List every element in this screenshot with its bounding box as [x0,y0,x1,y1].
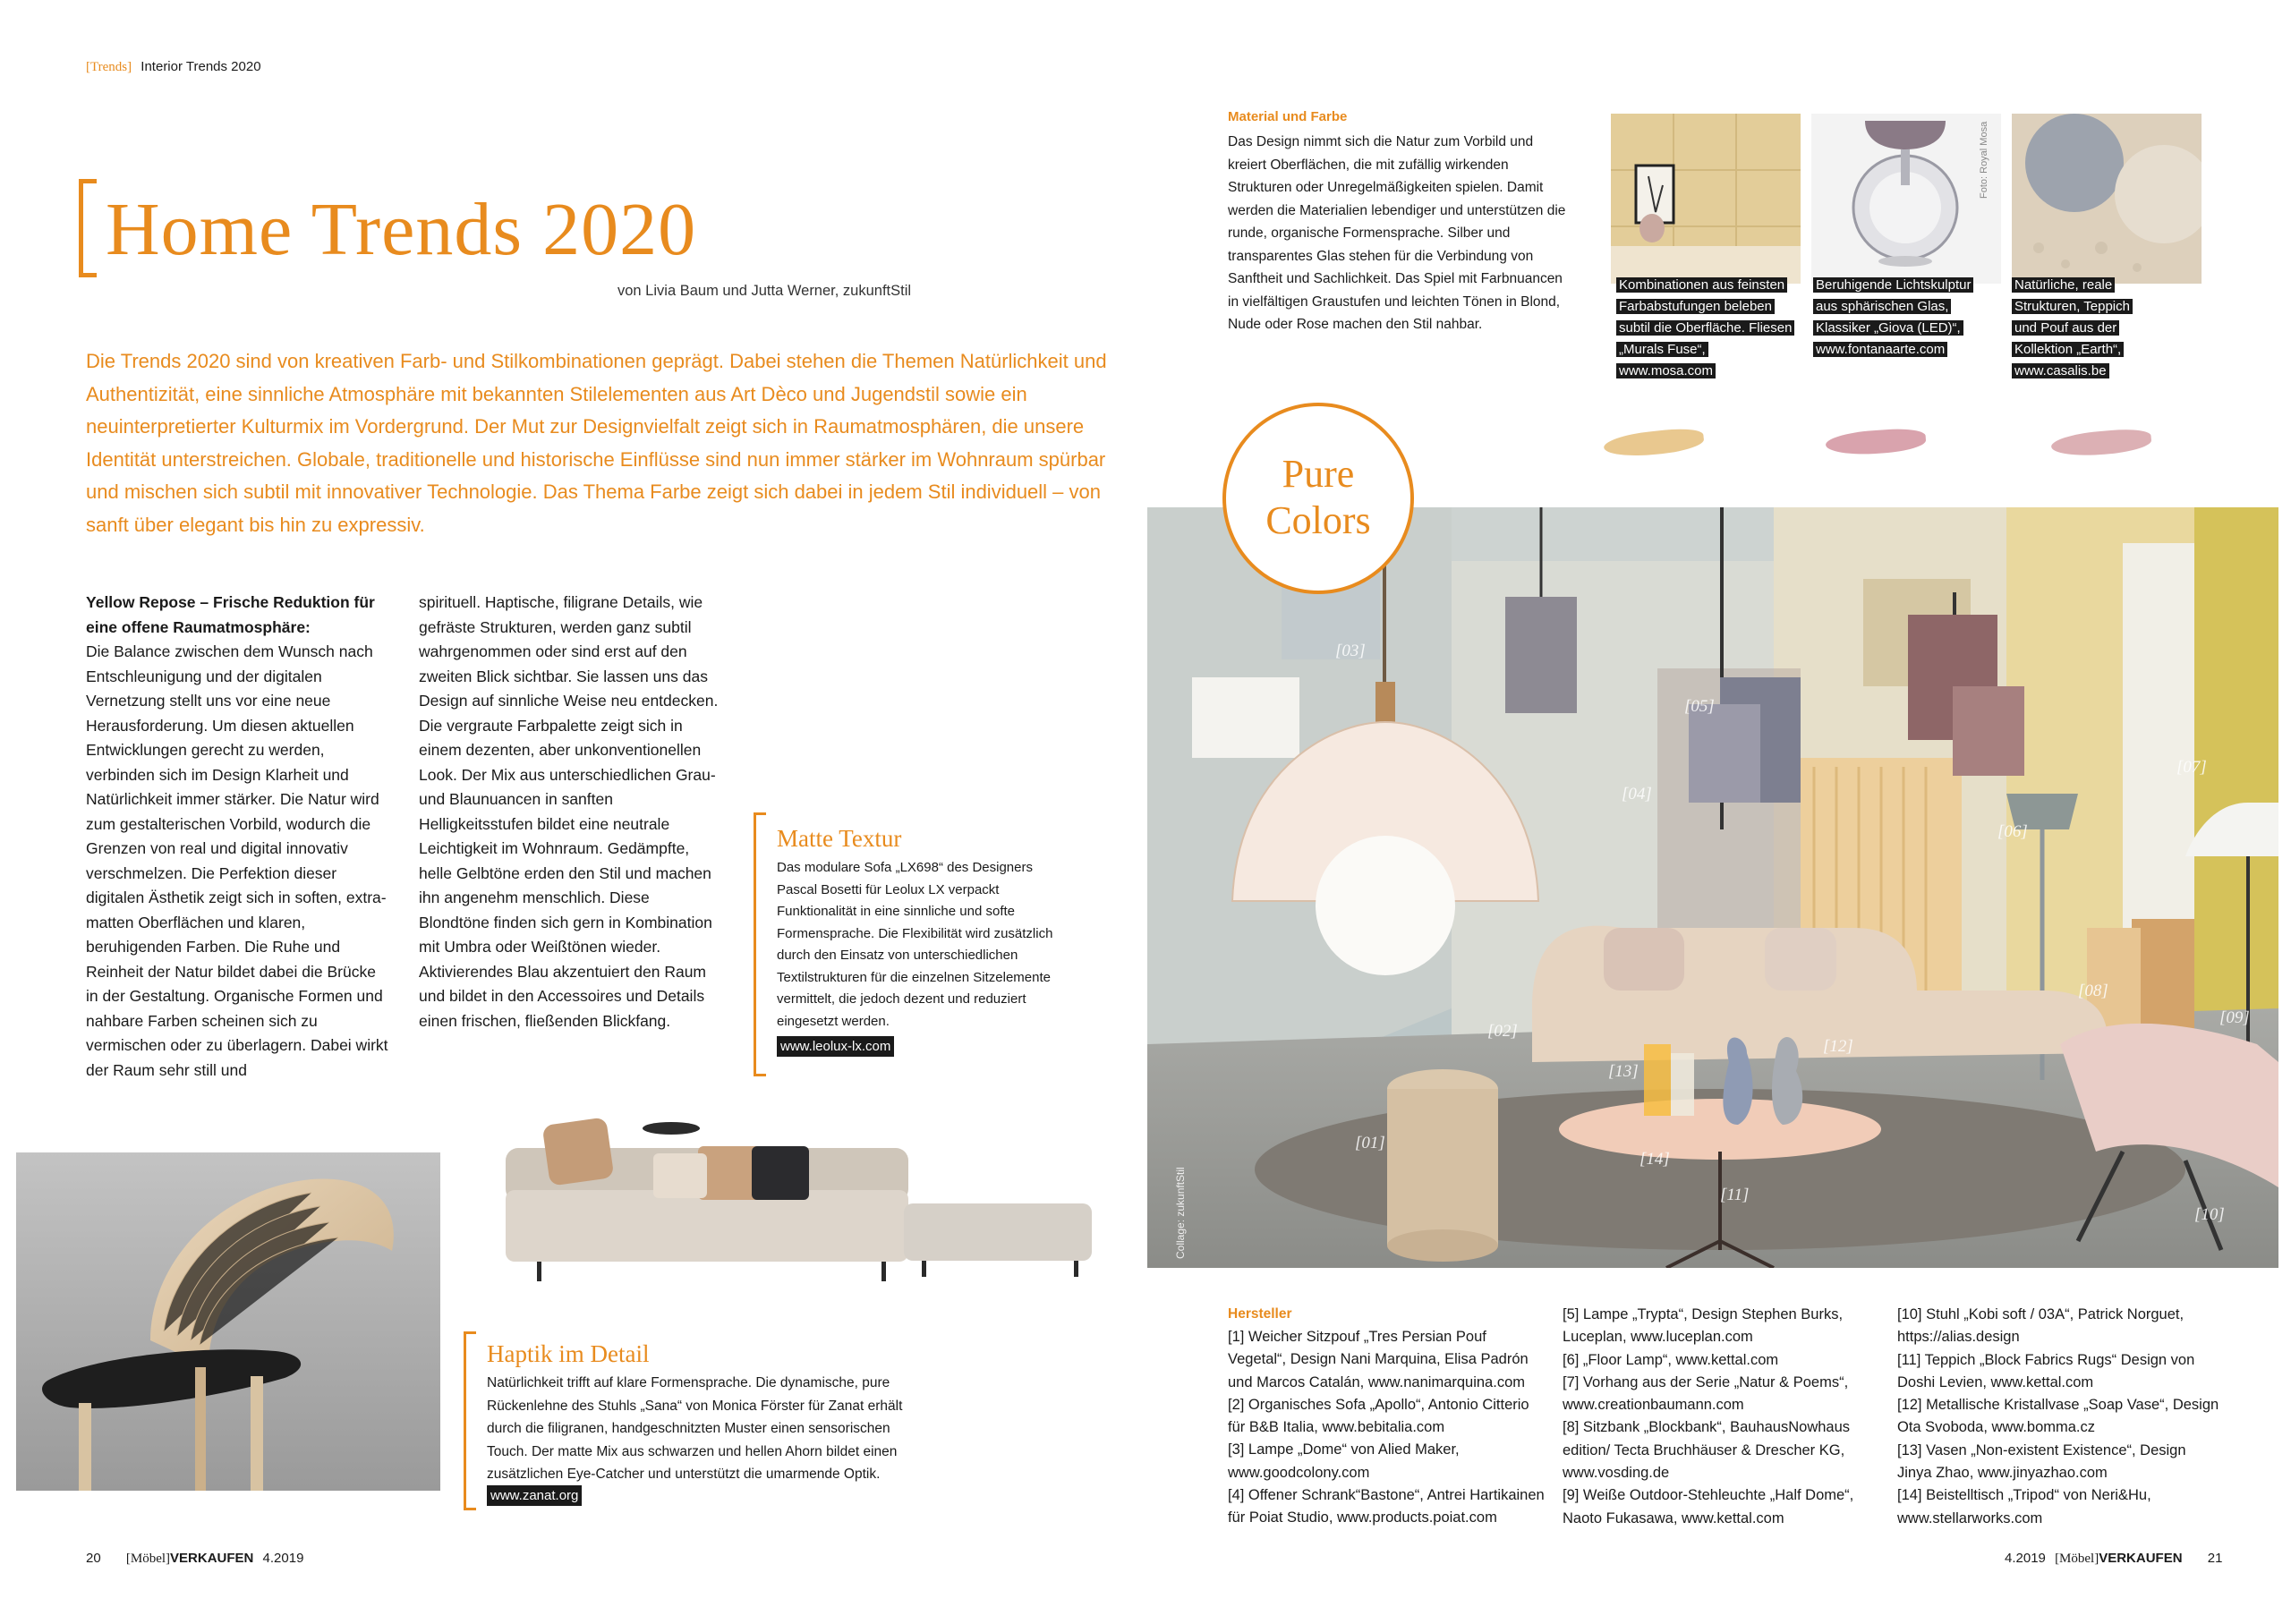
globe-lamp-illustration [1811,114,2001,284]
caption-tiles-text: Kombinationen aus feinsten Farbabstufungen beleben subtil die Oberfläche. Fliesen „Murals Fuse“, www.mosa.com [1616,277,1794,378]
credit-item: [2] Organisches Sofa „Apollo“, Antonio Citterio für B&B Italia, www.bebitalia.com [1228,1396,1529,1436]
badge-line-1: Pure [1282,452,1355,496]
haptik-bracket [464,1331,476,1510]
credits-col-1 [1228,1326,1546,1530]
footer-right [2005,1551,2222,1567]
credits-col-3 [1897,1304,2219,1530]
caption-tiles [1616,275,1800,382]
caption-lamp [1813,275,1992,361]
room-label-13: [13] [1608,1062,1639,1081]
badge-line-2: Colors [1265,498,1371,542]
pouf-illustration [2012,114,2202,284]
sofa-photo [483,1105,1128,1293]
pure-colors-badge [1222,403,1414,594]
brand-right-a: [Möbel] [2055,1552,2099,1566]
room-label-12: [12] [1823,1037,1853,1056]
lamp-photo-credit: Foto: Royal Mosa [1979,121,1989,199]
credit-item: [7] Vorhang aus der Serie „Natur & Poems“, www.creationbaumann.com [1563,1373,1849,1414]
haptik-title: Haptik im Detail [487,1340,650,1367]
credit-item: [6] „Floor Lamp“, www.kettal.com [1563,1351,1779,1368]
credit-item: [1] Weicher Sitzpouf „Tres Persian Pouf Vegetal“, Design Nani Marquina, Elisa Padrón und Marcos Catalán, www.nanimarquina.com [1228,1329,1529,1390]
room-label-10: [10] [2194,1205,2225,1224]
credit-item: [3] Lampe „Dome“ von Alied Maker, www.goodcolony.com [1228,1441,1460,1481]
caption-pouf [2012,275,2142,382]
chair-illustration [16,1152,440,1491]
page-number-right: 21 [2207,1551,2223,1566]
byline: von Livia Baum und Jutta Werner, zukunftStil [617,283,912,299]
matte-link[interactable]: www.leolux-lx.com [777,1036,894,1057]
brush-swatch-rose [1825,427,1927,457]
matte-title: Matte Textur [777,825,902,852]
room-label-04: [04] [1622,785,1652,803]
credit-item: [8] Sitzbank „Blockbank“, BauhausNowhaus edition/ Tecta Bruchhäuser & Drescher KG, www.vosding.de [1563,1419,1851,1482]
room-illustration [1147,507,2278,1268]
room-label-14: [14] [1639,1150,1670,1169]
issue-right: 4.2019 [2005,1551,2046,1566]
credit-item: [12] Metallische Kristallvase „Soap Vase“, Design Ota Svoboda, www.bomma.cz [1897,1397,2219,1436]
page-title: Home Trends 2020 [106,188,697,271]
article-column-2: spirituell. Haptische, filigrane Details, wie gefräste Strukturen, werden ganz subtil wahrgenommen oder sind erst auf den zweiten Blick sichtbar. Sie lassen uns das Design auf sinnliche Weise neu entdecken. Die vergraute Farbpalette zeigt sich in einem dezenten, aber unkonventionellen Look. Der Mix aus unterschiedlichen Grau- und Blaunuancen in sanften Helligkeitsstufen bildet eine neutrale Leichtigkeit im Wohnraum. Gedämpfte, helle Gelbtöne erden den Stil und machen ihn angenehm menschlich. Diese Blondtöne finden sich gern in Kombination mit Umbra oder Weißtönen wieder. Aktivierendes Blau akzentuiert den Raum und bildet in den Accessoires und Details einen frischen, fließenden Blickfang. [419,593,719,1030]
brush-swatch-yellow [1603,426,1705,460]
credit-item: [4] Offener Schrank“Bastone“, Antrei Hartikainen für Poiat Studio, www.products.poiat.com [1228,1487,1545,1526]
material-label: Material und Farbe [1228,109,1348,124]
header-section-title: Interior Trends 2020 [141,59,261,74]
brand-left-b: VERKAUFEN [170,1551,254,1566]
room-label-11: [11] [1720,1186,1750,1204]
matte-bracket [754,812,766,1076]
chair-photo [16,1152,440,1491]
page-number-left: 20 [86,1551,101,1566]
matte-text: Das modulare Sofa „LX698“ des Designers Pascal Bosetti für Leolux LX verpackt Funktionalität in eine sinnliche und softe Formensprache. Die Flexibilität wird zusätzlich durch den Einsatz von unterschiedlichen Textilstrukturen für die einzelnen Sitzelemente vermittelt, die jedoch dezent und reduziert eingesetzt werden. [777,860,1053,1029]
credits-col-2 [1563,1304,1867,1530]
header-section-tag: [Trends] [86,60,132,74]
tile-illustration [1611,114,1801,284]
room-label-08: [08] [2078,982,2108,1000]
article-text-1: Die Balance zwischen dem Wunsch nach Entschleunigung und der digitalen Vernetzung stellt uns vor eine neue Herausforderung. Um diesen aktuellen Entwicklungen gerecht zu werden, verbinden sich im Design Klarheit und Natürlichkeit immer stärker. Die Natur wird zum gestalterischen Vorbild, wodurch die Grenzen von real und digital innovativ verschmelzen. Die Perfektion dieser digitalen Ästhetik zeigt sich in soften, extra-matten Oberflächen und klaren, beruhigenden Farben. Die Ruhe und Reinheit der Natur bildet dabei die Brücke in der Gestaltung. Organische Formen und nahbare Farben scheinen sich zu vermischen oder zu überlagern. Dabei wirkt der Raum sehr still und [86,642,388,1079]
credit-item: [9] Weiße Outdoor-Stehleuchte „Half Dome“, Naoto Fukasawa, www.kettal.com [1563,1487,1854,1526]
haptik-text: Natürlichkeit trifft auf klare Formensprache. Die dynamische, pure Rückenlehne des Stuhls „Sana“ von Monica Förster für Zanat erhält durch die filigranen, handgeschnitzten Muster einen sensorischen Touch. Der matte Mix aus schwarzen und hellen Ahorn bildet einen zusätzlichen Eye-Catcher und unterstützt die umarmende Optik. [487,1375,903,1482]
brand-right-b: VERKAUFEN [2099,1551,2183,1566]
room-label-03: [03] [1335,642,1366,660]
credits-heading: Hersteller [1228,1306,1292,1322]
pouf-swatch [2012,114,2202,284]
intro-paragraph: Die Trends 2020 sind von kreativen Farb- und Stilkombinationen geprägt. Dabei stehen die Themen Natürlichkeit und Authentizität, eine sinnliche Atmosphäre mit bekannten Stilelementen aus Art Dèco und Jugendstil sowie ein neuinterpretierter Kulturmix im Vordergrund. Der Mut zur Designvielfalt zeigt sich in Raumatmosphären, die unsere Identität unterstreichen. Globale, traditionelle und historische Einflüsse sind nun immer stärker im Wohnraum spürbar und mischen sich subtil mit innovativer Technologie. Das Thema Farbe zeigt sich dabei in jedem Stil individuell – von sanft über elegant bis hin zu expressiv. [86,350,1107,536]
credit-item: [10] Stuhl „Kobi soft / 03A“, Patrick Norguet, https://alias.design [1897,1306,2185,1346]
credit-item: [5] Lampe „Trypta“, Design Stephen Burks, Luceplan, www.luceplan.com [1563,1306,1844,1346]
haptik-link-wrap [487,1485,582,1506]
title-bracket [79,179,97,277]
lamp-swatch [1811,114,2001,284]
article-column-1 [86,591,390,1083]
brush-swatch-nude [2050,427,2152,459]
caption-lamp-text: Beruhigende Lichtskulptur aus sphärischen Glas, Klassiker „Giova (LED)“, www.fontanaarte.com [1813,277,1973,357]
caption-pouf-text: Natürliche, reale Strukturen, Teppich und Pouf aus der Kollektion „Earth“, www.casalis.be [2012,277,2133,378]
article-heading: Yellow Repose – Frische Reduktion für eine offene Raumatmosphäre: [86,593,375,636]
room-label-06: [06] [1997,822,2028,841]
room-collage [1147,507,2278,1268]
room-label-02: [02] [1487,1022,1518,1041]
credit-item: [11] Teppich „Block Fabrics Rugs“ Design von Doshi Levien, www.kettal.com [1897,1351,2195,1390]
brand-left-a: [Möbel] [125,1552,171,1566]
room-label-05: [05] [1684,697,1715,716]
footer-left [86,1551,303,1567]
credit-item: [13] Vasen „Non-existent Existence“, Design Jinya Zhao, www.jinyazhao.com [1897,1441,2186,1482]
material-text: Das Design nimmt sich die Natur zum Vorbild und kreiert Oberflächen, die mit zufällig wirkenden Strukturen oder Unregelmäßigkeiten spielen. Damit werden die Materialien lebendiger und unterstützen die runde, organische Formensprache. Silber und transparentes Glas stehen für die Verbindung von Sanftheit und Sachlichkeit. Das Spiel mit Farbnuancen in vielfältigen Graustufen und leichten Tönen in Blond, Nude oder Rose machen den Stil nahbar. [1228,134,1566,332]
matte-link-wrap [777,1036,894,1057]
issue-left: 4.2019 [262,1551,304,1566]
running-header [86,59,261,75]
collage-credit: Collage: zukunftStil [1174,1167,1187,1259]
room-label-09: [09] [2219,1008,2250,1027]
room-label-01: [01] [1355,1134,1385,1152]
credit-item: [14] Beistelltisch „Tripod“ von Neri&Hu, www.stellarworks.com [1897,1487,2151,1526]
sofa-illustration [483,1105,1128,1293]
room-label-07: [07] [2176,758,2207,777]
haptik-link[interactable]: www.zanat.org [487,1485,582,1506]
tile-swatch [1611,114,1801,284]
